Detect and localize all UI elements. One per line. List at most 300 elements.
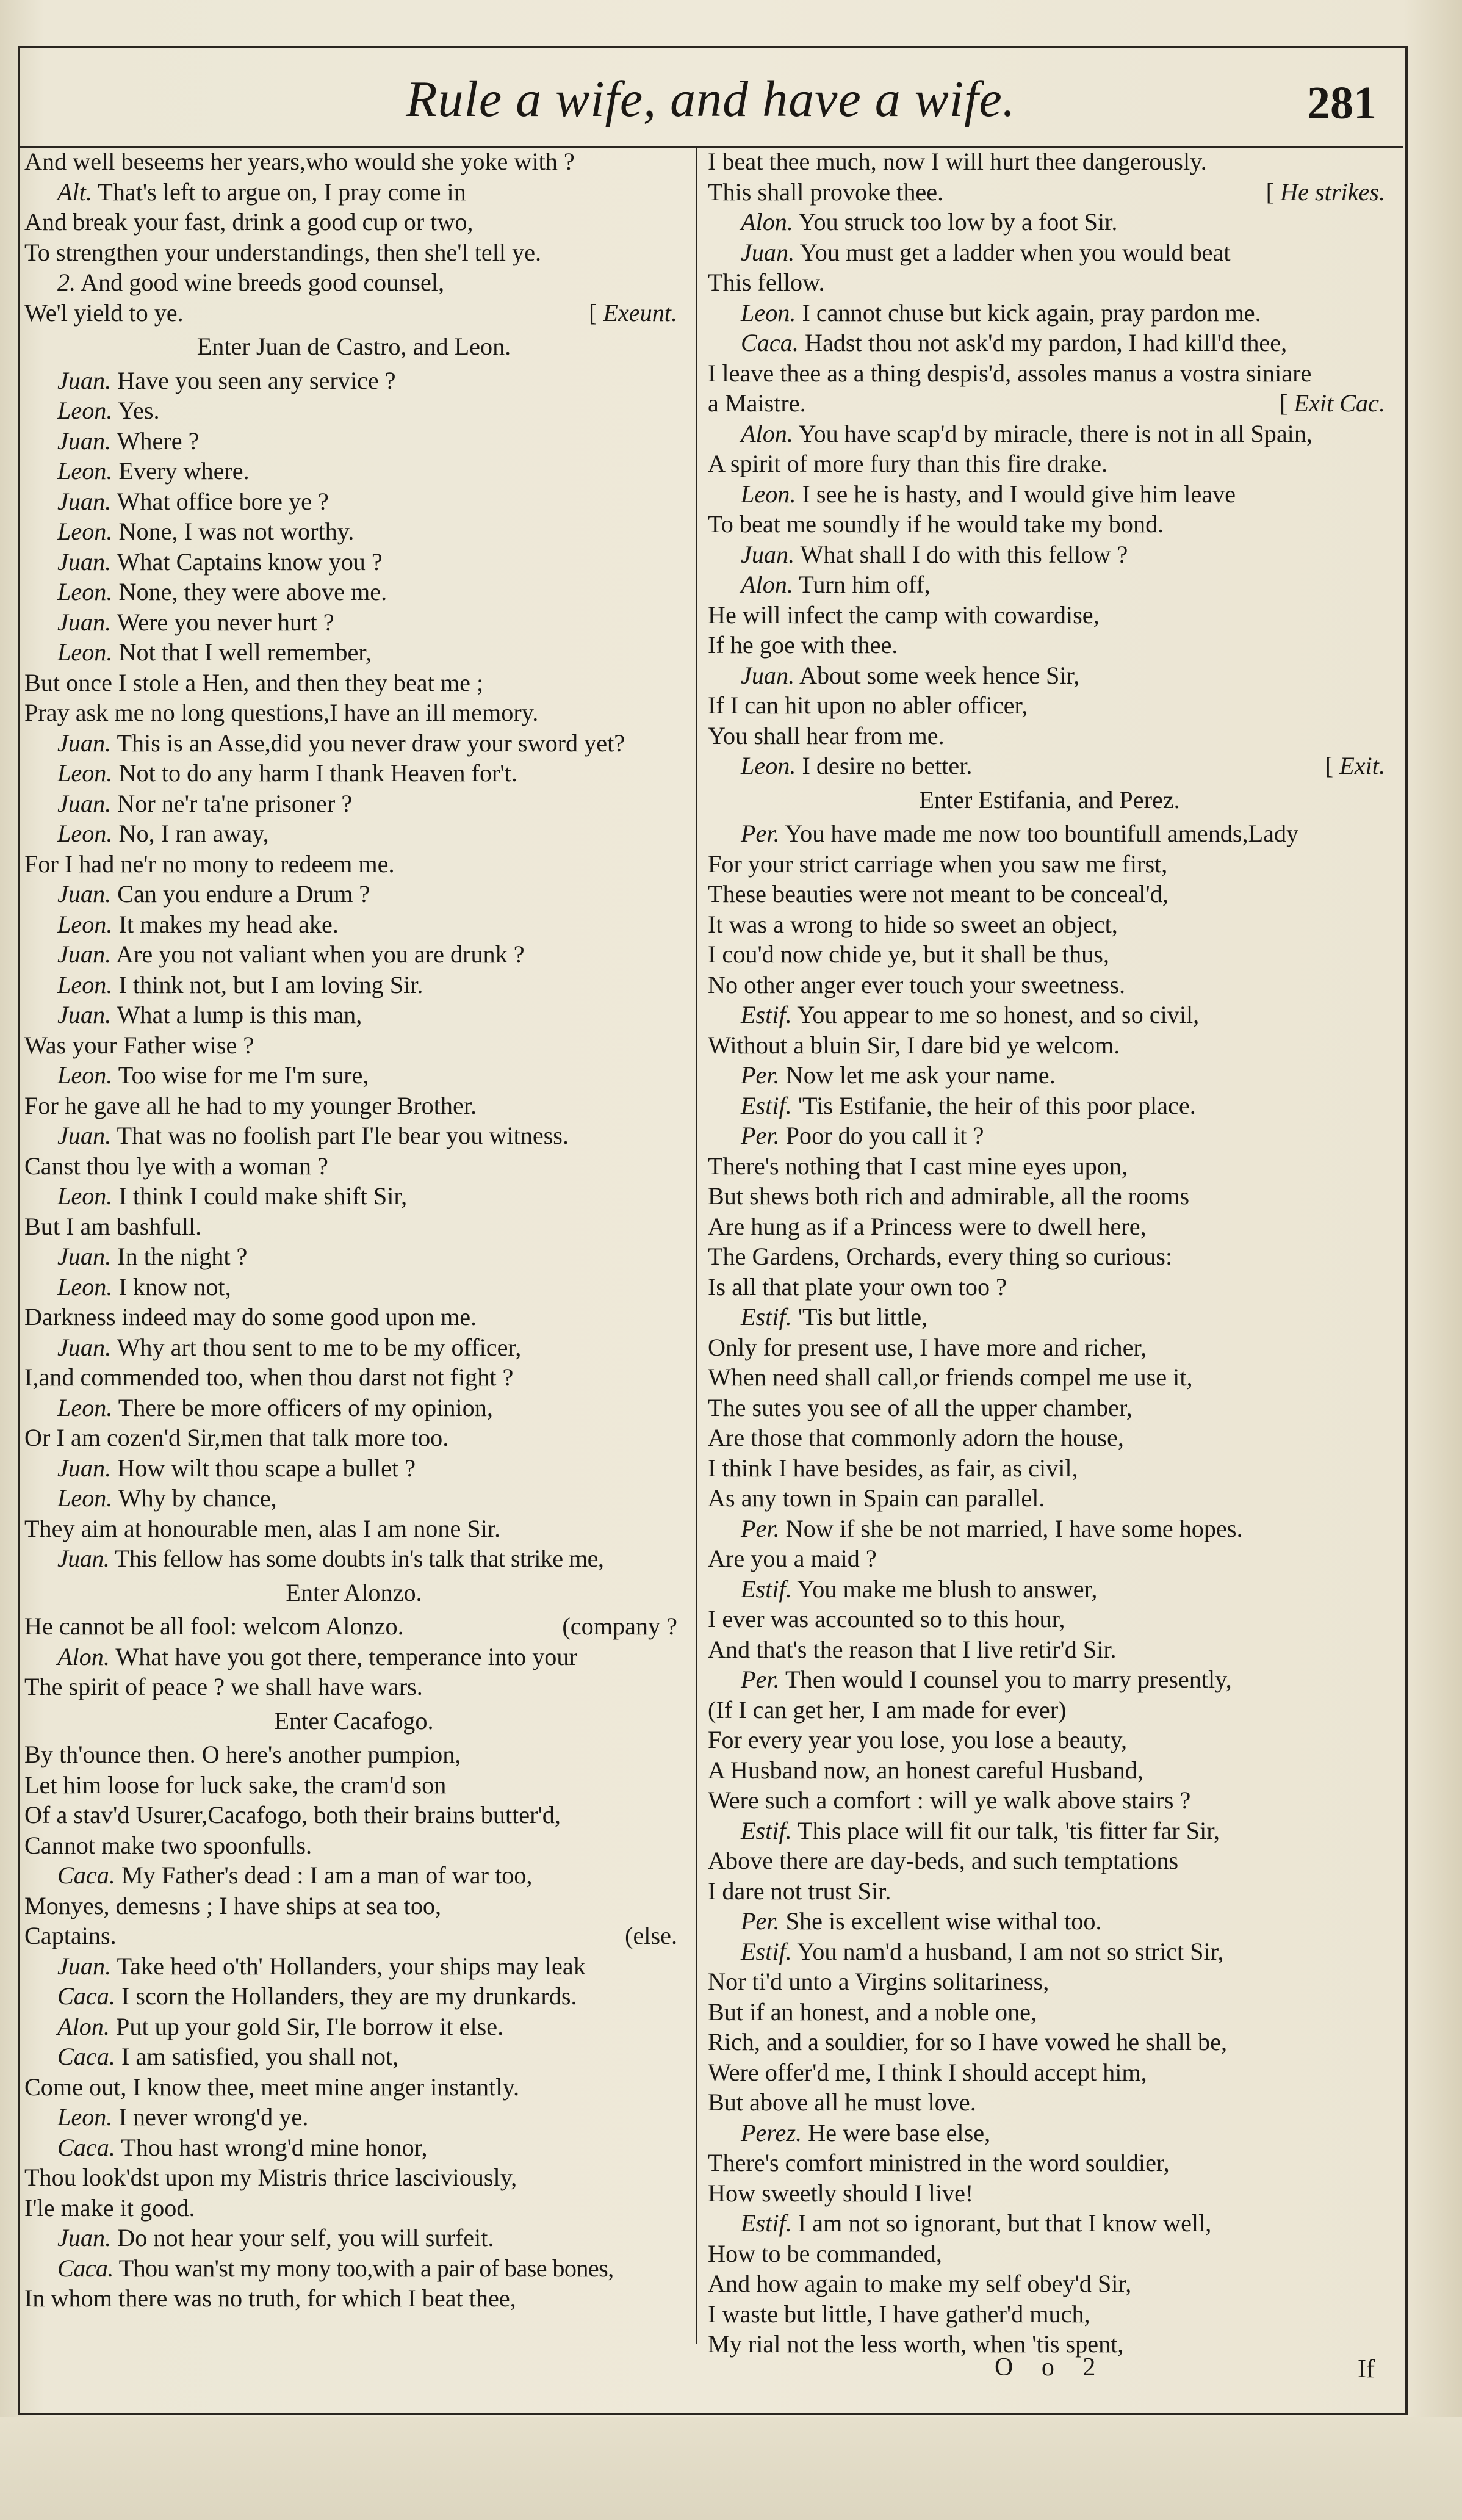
speech-text: I think I could make shift Sir, bbox=[118, 1182, 408, 1210]
line-text: Is all that plate your own too ? bbox=[708, 1273, 1007, 1301]
speaker-name: Juan. bbox=[57, 366, 112, 394]
line-text: But shews both rich and admirable, all the rooms bbox=[708, 1182, 1190, 1210]
speech-line bbox=[24, 1241, 683, 1272]
line-text: I think I have besides, as fair, as civil, bbox=[708, 1454, 1078, 1482]
speech-line bbox=[708, 1664, 1391, 1695]
speech-text: Now if she be not married, I have some hopes. bbox=[785, 1514, 1243, 1542]
verse-line bbox=[708, 2269, 1391, 2299]
verse-line bbox=[708, 939, 1391, 970]
speaker-name: Juan. bbox=[57, 1243, 112, 1270]
verse-line bbox=[708, 1332, 1391, 1363]
speaker-name: Leon. bbox=[57, 1484, 113, 1512]
line-text: This fellow. bbox=[708, 269, 825, 296]
speech-text: Not to do any harm I thank Heaven for't. bbox=[118, 759, 517, 787]
speech-text: You have scap'd by miracle, there is not in all Spain, bbox=[798, 419, 1313, 447]
line-text: The spirit of peace ? we shall have wars. bbox=[24, 1673, 423, 1700]
verse-line bbox=[24, 1151, 683, 1182]
speech-line bbox=[24, 1981, 683, 2012]
speaker-name: Alon. bbox=[57, 1642, 110, 1670]
verse-line bbox=[24, 1611, 683, 1642]
speech-text: Take heed o'th' Hollanders, your ships may leak bbox=[117, 1952, 586, 1980]
verse-line bbox=[708, 177, 1391, 208]
speech-text: No, I ran away, bbox=[118, 820, 269, 847]
speaker-name: Alon. bbox=[741, 419, 793, 447]
speaker-name: Juan. bbox=[57, 2224, 112, 2251]
turnover-text: (company ? bbox=[562, 1612, 677, 1640]
line-text: Darkness indeed may do some good upon me. bbox=[24, 1303, 477, 1330]
speech-text: Every where. bbox=[118, 457, 250, 485]
verse-line bbox=[708, 879, 1391, 909]
verse-line bbox=[24, 2162, 683, 2193]
stage-direction-heading: Enter Estifania, and Perez. bbox=[919, 785, 1180, 814]
speaker-name: Leon. bbox=[57, 910, 113, 938]
verse-line bbox=[708, 1846, 1391, 1876]
speech-text: My Father's dead : I am a man of war too, bbox=[121, 1861, 533, 1889]
stage-direction-heading: Enter Cacafogo. bbox=[274, 1706, 434, 1735]
speaker-name: Estif. bbox=[741, 1937, 792, 1965]
speech-line bbox=[24, 1181, 683, 1211]
line-text: (If I can get her, I am made for ever) bbox=[708, 1695, 1067, 1724]
verse-line bbox=[24, 1739, 683, 1770]
speech-line bbox=[24, 1483, 683, 1514]
line-text: Canst thou lye with a woman ? bbox=[24, 1152, 328, 1180]
speaker-name: Juan. bbox=[741, 661, 795, 689]
speech-line bbox=[24, 366, 683, 396]
line-text: For he gave all he had to my younger Brother. bbox=[24, 1091, 477, 1119]
line-text: I ever was accounted so to this hour, bbox=[708, 1605, 1065, 1633]
line-text: And how again to make my self obey'd Sir, bbox=[708, 2270, 1132, 2297]
speech-line bbox=[24, 1543, 683, 1574]
speech-text: None, I was not worthy. bbox=[118, 518, 355, 545]
verse-line bbox=[708, 1393, 1391, 1423]
speech-line bbox=[24, 2012, 683, 2042]
speaker-name: Caca. bbox=[57, 1982, 115, 2010]
speech-text: She is excellent wise withal too. bbox=[785, 1907, 1102, 1935]
line-text: How to be commanded, bbox=[708, 2239, 942, 2267]
speaker-name: Leon. bbox=[741, 480, 796, 508]
speech-line bbox=[24, 177, 683, 208]
verse-line bbox=[24, 298, 683, 328]
verse-line bbox=[24, 1091, 683, 1121]
speech-line bbox=[708, 328, 1391, 358]
line-text: It was a wrong to hide so sweet an object, bbox=[708, 910, 1118, 938]
speaker-name: Estif. bbox=[741, 1575, 792, 1603]
speech-text: This place will fit our talk, 'tis fitter far Sir, bbox=[798, 1816, 1220, 1844]
speaker-name: Juan. bbox=[57, 608, 112, 636]
verse-line bbox=[708, 267, 1391, 298]
speech-text: You struck too low by a foot Sir. bbox=[798, 208, 1118, 236]
verse-line bbox=[24, 1770, 683, 1800]
speech-line bbox=[708, 1906, 1391, 1937]
verse-line bbox=[708, 1030, 1391, 1061]
speech-line bbox=[24, 577, 683, 607]
speech-text: This is an Asse,did you never draw your sword yet? bbox=[117, 729, 625, 757]
speaker-name: Per. bbox=[741, 820, 780, 847]
speaker-name: Perez. bbox=[741, 2118, 802, 2146]
line-text: For every year you lose, you lose a beauty, bbox=[708, 1726, 1128, 1753]
speech-text: Put up your gold Sir, I'le borrow it else. bbox=[116, 2012, 504, 2040]
speech-line bbox=[24, 426, 683, 457]
verse-line bbox=[24, 146, 683, 177]
verse-line bbox=[708, 1997, 1391, 2027]
line-text: The sutes you see of all the upper chamber, bbox=[708, 1393, 1133, 1421]
verse-line bbox=[708, 630, 1391, 660]
speech-text: Were you never hurt ? bbox=[117, 608, 334, 636]
speaker-name: Juan. bbox=[57, 940, 112, 968]
speech-text: Can you endure a Drum ? bbox=[117, 880, 370, 908]
line-text: If I can hit upon no abler officer, bbox=[708, 691, 1028, 719]
verse-line bbox=[708, 2178, 1391, 2209]
verse-line bbox=[24, 1423, 683, 1453]
line-text: Are you a maid ? bbox=[708, 1545, 877, 1572]
line-text: Are those that commonly adorn the house, bbox=[708, 1424, 1124, 1451]
speech-line bbox=[708, 1060, 1391, 1091]
speech-line bbox=[24, 547, 683, 577]
speech-text: What a lump is this man, bbox=[117, 1001, 362, 1028]
speech-text: You have made me now too bountifull amends,Lady bbox=[785, 820, 1299, 847]
verse-line bbox=[708, 970, 1391, 1000]
verse-line bbox=[708, 509, 1391, 540]
speech-line bbox=[24, 818, 683, 849]
line-text: By th'ounce then. O here's another pumpion, bbox=[24, 1741, 461, 1768]
speech-line bbox=[708, 1000, 1391, 1030]
speaker-name: Juan. bbox=[57, 1454, 112, 1482]
verse-line bbox=[708, 1151, 1391, 1182]
line-text: You shall hear from me. bbox=[708, 721, 945, 749]
speech-line bbox=[24, 2102, 683, 2132]
speaker-name: Caca. bbox=[741, 329, 799, 356]
line-text: How sweetly should I live! bbox=[708, 2179, 974, 2207]
speaker-name: 2. bbox=[57, 269, 76, 296]
speech-text: It makes my head ake. bbox=[118, 910, 339, 938]
verse-line bbox=[24, 2283, 683, 2314]
line-text: Above there are day-beds, and such temptations bbox=[708, 1847, 1179, 1874]
line-text: Was your Father wise ? bbox=[24, 1031, 254, 1059]
line-text: The Gardens, Orchards, every thing so curious: bbox=[708, 1243, 1173, 1270]
page-margin-bottom bbox=[0, 2417, 1462, 2520]
stage-direction-heading: Enter Alonzo. bbox=[286, 1578, 422, 1606]
speech-line bbox=[24, 879, 683, 909]
speaker-name: Leon. bbox=[57, 578, 113, 605]
line-text: I dare not trust Sir. bbox=[708, 1877, 891, 1905]
speech-text: Nor ne'r ta'ne prisoner ? bbox=[117, 789, 353, 817]
verse-line bbox=[24, 668, 683, 698]
line-text: Only for present use, I have more and richer, bbox=[708, 1333, 1147, 1361]
speech-text: Now let me ask your name. bbox=[785, 1061, 1056, 1089]
speaker-name: Alon. bbox=[741, 208, 793, 236]
line-text: My rial not the less worth, when 'tis spent, bbox=[708, 2330, 1124, 2358]
speech-line bbox=[24, 607, 683, 638]
speech-text: Have you seen any service ? bbox=[117, 366, 396, 394]
speech-line bbox=[24, 486, 683, 517]
speech-line bbox=[24, 2042, 683, 2072]
speech-line bbox=[24, 2253, 683, 2284]
line-text: To strengthen your understandings, then she'l tell ye. bbox=[24, 238, 542, 266]
line-text: But above all he must love. bbox=[708, 2089, 976, 2116]
verse-line bbox=[24, 1921, 683, 1951]
verse-line bbox=[708, 690, 1391, 721]
speech-line bbox=[708, 1937, 1391, 1967]
speaker-name: Leon. bbox=[57, 970, 113, 998]
speech-line bbox=[24, 789, 683, 819]
speech-text: Why by chance, bbox=[118, 1484, 277, 1512]
speaker-name: Leon. bbox=[57, 820, 113, 847]
speech-text: Turn him off, bbox=[799, 571, 931, 598]
verse-line bbox=[708, 1453, 1391, 1484]
line-text: And well beseems her years,who would she yoke with ? bbox=[24, 148, 575, 175]
speech-text: Yes. bbox=[117, 397, 160, 424]
speaker-name: Estif. bbox=[741, 1091, 792, 1119]
speech-line bbox=[24, 267, 683, 298]
verse-line bbox=[708, 909, 1391, 940]
column-divider bbox=[696, 146, 697, 2344]
speech-line bbox=[708, 569, 1391, 600]
speech-text: About some week hence Sir, bbox=[799, 661, 1080, 689]
verse-line bbox=[24, 698, 683, 728]
verse-line bbox=[708, 2087, 1391, 2118]
speaker-name: Alon. bbox=[57, 2012, 110, 2040]
line-text: I cou'd now chide ye, but it shall be thus, bbox=[708, 940, 1109, 968]
speech-line bbox=[708, 1514, 1391, 1544]
line-text: But once I stole a Hen, and then they beat me ; bbox=[24, 668, 484, 696]
speech-text: 'Tis but little, bbox=[798, 1303, 928, 1330]
line-text: Monyes, demesns ; I have ships at sea too, bbox=[24, 1891, 442, 1919]
speech-text: Then would I counsel you to marry presently, bbox=[785, 1666, 1232, 1693]
line-text: I waste but little, I have gather'd much, bbox=[708, 2300, 1090, 2328]
speaker-name: Per. bbox=[741, 1122, 780, 1149]
speech-line bbox=[708, 1121, 1391, 1151]
speech-line bbox=[708, 751, 1391, 781]
verse-line bbox=[24, 2193, 683, 2223]
line-text: Rich, and a souldier, for so I have vowed he shall be, bbox=[708, 2028, 1228, 2056]
speech-text: What office bore ye ? bbox=[117, 487, 329, 515]
speaker-name: Leon. bbox=[57, 759, 113, 787]
speech-text: Are you not valiant when you are drunk ? bbox=[116, 940, 525, 968]
line-text: But if an honest, and a noble one, bbox=[708, 1998, 1037, 2026]
speech-text: That was no foolish part I'le bear you witness. bbox=[117, 1122, 569, 1149]
speaker-name: Juan. bbox=[741, 540, 795, 568]
speech-line bbox=[708, 237, 1391, 268]
line-text: Thou look'dst upon my Mistris thrice lasciviously, bbox=[24, 2164, 517, 2191]
verse-line bbox=[24, 1302, 683, 1332]
speaker-name: Caca. bbox=[57, 1861, 115, 1889]
verse-line bbox=[24, 1211, 683, 1242]
verse-line bbox=[708, 146, 1391, 177]
speech-line bbox=[24, 909, 683, 940]
verse-line bbox=[24, 1030, 683, 1061]
speech-line bbox=[24, 456, 683, 486]
verse-line bbox=[708, 1423, 1391, 1453]
line-text: Or I am cozen'd Sir,men that talk more too. bbox=[24, 1424, 449, 1451]
speech-text: What shall I do with this fellow ? bbox=[800, 540, 1128, 568]
speech-line bbox=[24, 939, 683, 970]
speech-line bbox=[24, 1332, 683, 1363]
line-text: Cannot make two spoonfulls. bbox=[24, 1831, 312, 1859]
line-text: Let him loose for luck sake, the cram'd son bbox=[24, 1771, 447, 1799]
speaker-name: Caca. bbox=[57, 2254, 113, 2282]
speaker-name: Estif. bbox=[741, 1816, 792, 1844]
speech-text: I cannot chuse but kick again, pray pardon me. bbox=[802, 298, 1261, 327]
line-text: No other anger ever touch your sweetness. bbox=[708, 970, 1126, 998]
verse-line bbox=[708, 2299, 1391, 2330]
speech-text: You make me blush to answer, bbox=[797, 1575, 1098, 1603]
speech-line bbox=[708, 818, 1391, 849]
speech-text: That's left to argue on, I pray come in bbox=[98, 178, 466, 206]
speech-line bbox=[708, 2118, 1391, 2148]
right-column bbox=[708, 146, 1391, 2358]
speech-line bbox=[24, 1453, 683, 1484]
speaker-name: Juan. bbox=[57, 427, 112, 455]
verse-line bbox=[708, 849, 1391, 879]
left-column bbox=[24, 146, 683, 2344]
line-text: They aim at honourable men, alas I am none Sir. bbox=[24, 1514, 501, 1542]
speech-line bbox=[24, 1393, 683, 1423]
line-text: Are hung as if a Princess were to dwell here, bbox=[708, 1212, 1147, 1240]
verse-line bbox=[708, 1362, 1391, 1393]
line-text: Without a bluin Sir, I dare bid ye welcom. bbox=[708, 1031, 1120, 1059]
line-text: When need shall call,or friends compel me use it, bbox=[708, 1363, 1193, 1391]
speech-text: Thou hast wrong'd mine honor, bbox=[121, 2133, 428, 2161]
speech-text: Hadst thou not ask'd my pardon, I had kill'd thee, bbox=[804, 329, 1287, 356]
speaker-name: Leon. bbox=[57, 1061, 113, 1089]
signature-mark: O o 2 bbox=[995, 2353, 1107, 2381]
page-number: 281 bbox=[1307, 78, 1377, 129]
verse-line bbox=[24, 207, 683, 237]
verse-line bbox=[708, 2148, 1391, 2178]
speech-text: How wilt thou scape a bullet ? bbox=[117, 1454, 416, 1482]
line-text: These beauties were not meant to be conceal'd, bbox=[708, 880, 1169, 908]
verse-line bbox=[708, 1634, 1391, 1665]
speaker-name: Leon. bbox=[57, 1393, 113, 1421]
line-text: But I am bashfull. bbox=[24, 1212, 202, 1240]
line-text: Of a stav'd Usurer,Cacafogo, both their brains butter'd, bbox=[24, 1801, 561, 1829]
speech-text: There be more officers of my opinion, bbox=[118, 1393, 493, 1421]
verse-line bbox=[708, 1483, 1391, 1514]
verse-line bbox=[708, 1725, 1391, 1755]
speech-text: Not that I well remember, bbox=[118, 638, 372, 666]
stage-direction: [ Exit. bbox=[1325, 751, 1385, 781]
line-text: I beat thee much, now I will hurt thee dangerously. bbox=[708, 148, 1207, 175]
speech-text: This fellow has some doubts in's talk that strike me, bbox=[114, 1545, 604, 1572]
stage-direction: [ He strikes. bbox=[1266, 177, 1385, 208]
stage-direction: [ Exit Cac. bbox=[1280, 388, 1385, 419]
speaker-name: Estif. bbox=[741, 2209, 792, 2237]
speech-line bbox=[24, 637, 683, 668]
speaker-name: Juan. bbox=[57, 1122, 112, 1149]
speech-text: What Captains know you ? bbox=[117, 547, 383, 576]
speech-text: And good wine breeds good counsel, bbox=[80, 269, 444, 296]
speech-text: I am not so ignorant, but that I know well, bbox=[798, 2209, 1212, 2237]
verse-line bbox=[708, 600, 1391, 630]
verse-line bbox=[24, 2072, 683, 2103]
line-text: Come out, I know thee, meet mine anger instantly. bbox=[24, 2073, 519, 2101]
speaker-name: Juan. bbox=[741, 238, 795, 266]
speaker-name: Leon. bbox=[57, 457, 113, 485]
speaker-name: Per. bbox=[741, 1514, 780, 1542]
speaker-name: Estif. bbox=[741, 1001, 792, 1028]
speech-text: He were base else, bbox=[808, 2118, 991, 2146]
speech-text: I never wrong'd ye. bbox=[118, 2103, 309, 2131]
verse-line bbox=[24, 1830, 683, 1861]
line-text: We'l yield to ye. bbox=[24, 298, 184, 327]
stage-direction-heading: Enter Juan de Castro, and Leon. bbox=[196, 333, 511, 360]
verse-line bbox=[708, 1755, 1391, 1786]
speech-text: In the night ? bbox=[117, 1243, 248, 1270]
speech-text: You nam'd a husband, I am not so strict Sir, bbox=[797, 1937, 1224, 1965]
speech-line bbox=[24, 1951, 683, 1982]
speech-line bbox=[708, 1302, 1391, 1332]
speaker-name: Leon. bbox=[741, 298, 796, 327]
speech-line bbox=[708, 2208, 1391, 2239]
speaker-name: Per. bbox=[741, 1061, 780, 1089]
speaker-name: Juan. bbox=[57, 1545, 110, 1572]
speech-text: Too wise for me I'm sure, bbox=[118, 1061, 369, 1089]
speaker-name: Leon. bbox=[57, 1273, 113, 1301]
speech-text: I scorn the Hollanders, they are my drunkards. bbox=[121, 1982, 577, 2010]
line-text: He will infect the camp with cowardise, bbox=[708, 601, 1100, 629]
line-text: Nor ti'd unto a Virgins solitariness, bbox=[708, 1968, 1050, 1995]
verse-line bbox=[708, 449, 1391, 479]
line-text: Were such a comfort : will ye walk above stairs ? bbox=[708, 1786, 1191, 1814]
speech-line bbox=[24, 1000, 683, 1030]
speech-text: I think not, but I am loving Sir. bbox=[118, 970, 423, 998]
verse-line bbox=[708, 1543, 1391, 1574]
verse-line bbox=[24, 1891, 683, 1921]
speech-text: 'Tis Estifanie, the heir of this poor place. bbox=[798, 1091, 1196, 1119]
speech-line bbox=[24, 758, 683, 789]
verse-line bbox=[708, 1211, 1391, 1242]
turnover-text: (else. bbox=[625, 1922, 677, 1949]
verse-line bbox=[708, 2057, 1391, 2088]
speech-text: I see he is hasty, and I would give him leave bbox=[802, 480, 1236, 508]
speech-line bbox=[24, 1060, 683, 1091]
speech-line bbox=[24, 1860, 683, 1891]
speaker-name: Leon. bbox=[57, 2103, 113, 2131]
speech-line bbox=[708, 298, 1391, 328]
speech-text: Do not hear your self, you will surfeit. bbox=[117, 2224, 494, 2251]
speech-text: Where ? bbox=[117, 427, 200, 455]
speaker-name: Leon. bbox=[57, 518, 113, 545]
speech-line bbox=[24, 1642, 683, 1672]
speech-text: Poor do you call it ? bbox=[785, 1122, 984, 1149]
speech-line bbox=[708, 419, 1391, 449]
verse-line bbox=[708, 388, 1391, 419]
speaker-name: Juan. bbox=[57, 1333, 112, 1361]
speaker-name: Per. bbox=[741, 1907, 780, 1935]
line-text: Pray ask me no long questions,I have an ill memory. bbox=[24, 699, 539, 726]
line-text: He cannot be all fool: welcom Alonzo. bbox=[24, 1612, 404, 1640]
speech-text: Why art thou sent to me to be my officer, bbox=[117, 1333, 522, 1361]
speech-line bbox=[24, 728, 683, 759]
speech-text: What have you got there, temperance into your bbox=[115, 1642, 577, 1670]
page-header bbox=[18, 46, 1403, 148]
line-text: I,and commended too, when thou darst not fight ? bbox=[24, 1363, 514, 1391]
verse-line bbox=[708, 2239, 1391, 2269]
speech-text: Thou wan'st my mony too,with a pair of base bones, bbox=[118, 2254, 614, 2282]
line-text: And break your fast, drink a good cup or two, bbox=[24, 208, 474, 236]
verse-line bbox=[708, 1785, 1391, 1816]
verse-line bbox=[24, 1514, 683, 1544]
verse-line bbox=[708, 1604, 1391, 1634]
line-text: In whom there was no truth, for which I beat thee, bbox=[24, 2284, 516, 2312]
line-text: I'le make it good. bbox=[24, 2193, 195, 2222]
stage-direction: [ Exeunt. bbox=[589, 298, 677, 328]
speaker-name: Estif. bbox=[741, 1303, 792, 1330]
verse-line bbox=[24, 1800, 683, 1830]
verse-line bbox=[24, 849, 683, 879]
verse-line bbox=[708, 1181, 1391, 1211]
speaker-name: Juan. bbox=[57, 547, 112, 576]
